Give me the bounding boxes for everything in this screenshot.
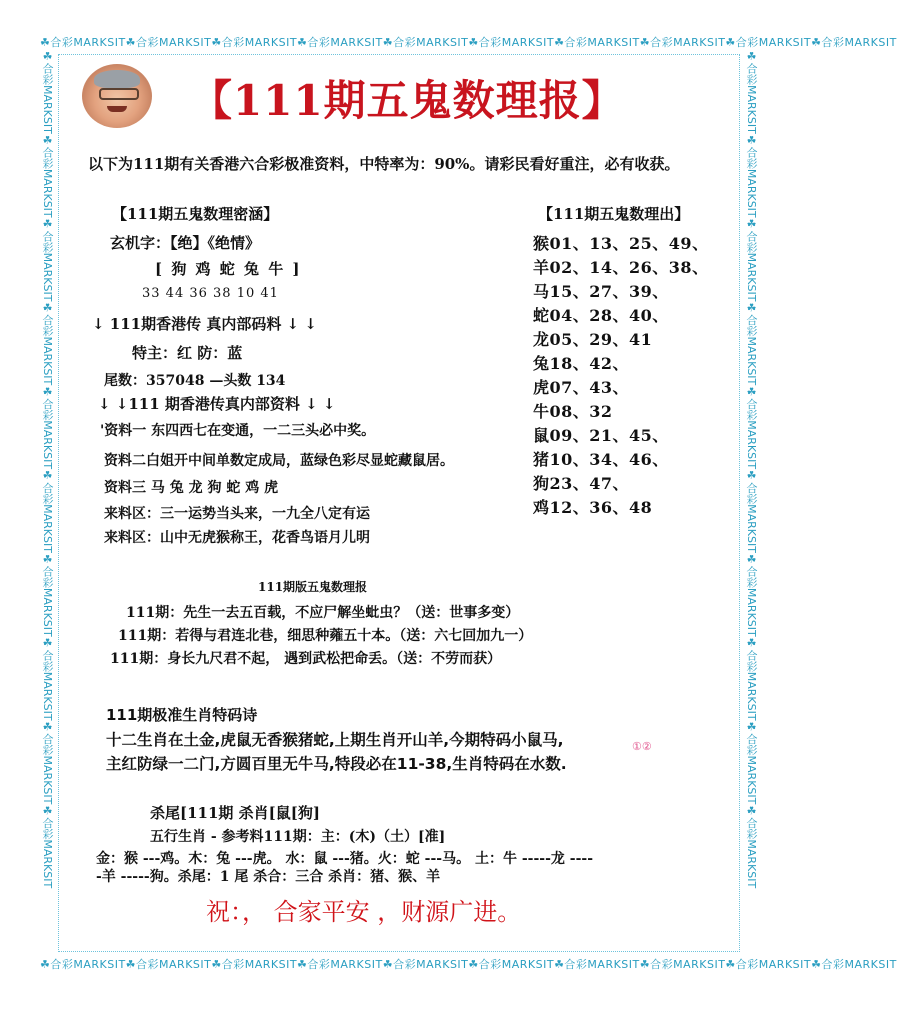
watermark-left: ☘合彩MARKSIT☘合彩MARKSIT☘合彩MARKSIT☘合彩MARKSIT☘合彩MARKSIT☘合彩MARKSIT☘合彩MARKSIT☘合彩MARKSIT☘合彩MARKSIT☘合彩MARKSIT — [41, 50, 54, 889]
animal-list: [ 狗 鸡 蛇 兔 牛 ] — [155, 260, 302, 278]
watermark-right: ☘合彩MARKSIT☘合彩MARKSIT☘合彩MARKSIT☘合彩MARKSIT☘合彩MARKSIT☘合彩MARKSIT☘合彩MARKSIT☘合彩MARKSIT☘合彩MARKSIT☘合彩MARKSIT — [745, 50, 758, 889]
riddle-word: 玄机字：【绝】《绝情》 — [110, 234, 261, 252]
special-colors: 特主：红 防：蓝 — [132, 344, 243, 362]
kill-tail: 杀尾[111期 杀肖[鼠[狗] — [150, 804, 320, 822]
list-item: 猪10、34、46、 — [533, 450, 669, 469]
riddle-line: 111期：若得与君连北巷，细思种蕹五十本。（送：六七回加九一） — [118, 628, 533, 644]
elements-line: 金：猴 ---鸡。木：兔 ---虎。 水：鼠 ---猪。火：蛇 ---马。 土：牛 -----龙 ---- — [96, 851, 594, 867]
elements-line: -羊 -----狗。杀尾：1 尾 杀合：三合 杀肖：猪、猴、羊 — [96, 869, 441, 885]
riddle-section-title: 111期版五鬼数理报 — [258, 580, 368, 594]
data-three: 资料三 马 兔 龙 狗 蛇 鸡 虎 — [104, 480, 279, 496]
hk-code-title: ↓ 111期香港传 真内部码料 ↓ ↓ — [92, 315, 317, 333]
poem-mark: ①② — [632, 740, 652, 753]
data-one: '资料一 东四西七在变通，一二三头必中奖。 — [100, 423, 376, 439]
number-list: 33 44 36 38 10 41 — [142, 286, 279, 301]
intro-text: 以下为111期有关香港六合彩极准资料，中特率为：90%。请彩民看好重注，必有收获。 — [88, 155, 680, 173]
list-item: 兔18、42、 — [533, 354, 630, 373]
list-item: 狗23、47、 — [533, 474, 630, 493]
list-item: 蛇04、28、40、 — [533, 306, 669, 325]
page-title: 【111期五鬼数理报】 — [190, 76, 625, 125]
list-item: 马15、27、39、 — [533, 282, 669, 301]
five-elements: 五行生肖 - 参考料111期：主：(木)（土）[准] — [150, 829, 446, 845]
watermark-top: ☘合彩MARKSIT☘合彩MARKSIT☘合彩MARKSIT☘合彩MARKSIT☘合彩MARKSIT☘合彩MARKSIT☘合彩MARKSIT☘合彩MARKSIT☘合彩MARKSIT☘合彩MARKSIT — [40, 36, 897, 49]
list-item: 鸡12、36、48 — [533, 498, 653, 517]
hk-data-title: ↓ ↓111 期香港传真内部资料 ↓ ↓ — [98, 395, 336, 413]
list-item: 龙05、29、41 — [533, 330, 653, 349]
source-area-one: 来料区：三一运势当头来，一九全八定有运 — [104, 506, 370, 522]
riddle-line: 111期：先生一去五百载，不应尸解坐蚍虫？（送：世事多变） — [126, 605, 520, 621]
tail-numbers: 尾数：357048 —头数 134 — [104, 373, 286, 389]
right-section-title: 【111期五鬼数理出】 — [538, 205, 690, 223]
list-item: 猴01、13、25、49、 — [533, 234, 709, 253]
list-item: 羊02、14、26、38、 — [533, 258, 709, 277]
poem-line: 十二生肖在土金,虎鼠无香猴猪蛇,上期生肖开山羊,今期特码小鼠马, — [106, 731, 564, 749]
data-two: 资料二白姐开中间单数定成局，蓝绿色彩尽显蛇藏鼠居。 — [104, 453, 454, 469]
riddle-line: 111期：身长九尺君不起， 遇到武松把命丢。（送：不劳而获） — [110, 651, 502, 667]
poem-line: 主红防绿一二门,方圆百里无牛马,特段必在11-38,生肖特码在水数. — [106, 755, 567, 773]
source-area-two: 来料区：山中无虎猴称王，花香鸟语月儿明 — [104, 530, 370, 546]
left-section-title: 【111期五鬼数理密涵】 — [112, 205, 279, 223]
watermark-bottom: ☘合彩MARKSIT☘合彩MARKSIT☘合彩MARKSIT☘合彩MARKSIT☘合彩MARKSIT☘合彩MARKSIT☘合彩MARKSIT☘合彩MARKSIT☘合彩MARKSIT☘合彩MARKSIT — [40, 958, 897, 971]
list-item: 牛08、32 — [533, 402, 613, 421]
poem-title: 111期极准生肖特码诗 — [106, 706, 258, 724]
list-item: 虎07、43、 — [533, 378, 630, 397]
avatar — [82, 64, 152, 128]
list-item: 鼠09、21、45、 — [533, 426, 669, 445]
blessing: 祝：， 合家平安 ，财源广进。 — [206, 898, 522, 926]
